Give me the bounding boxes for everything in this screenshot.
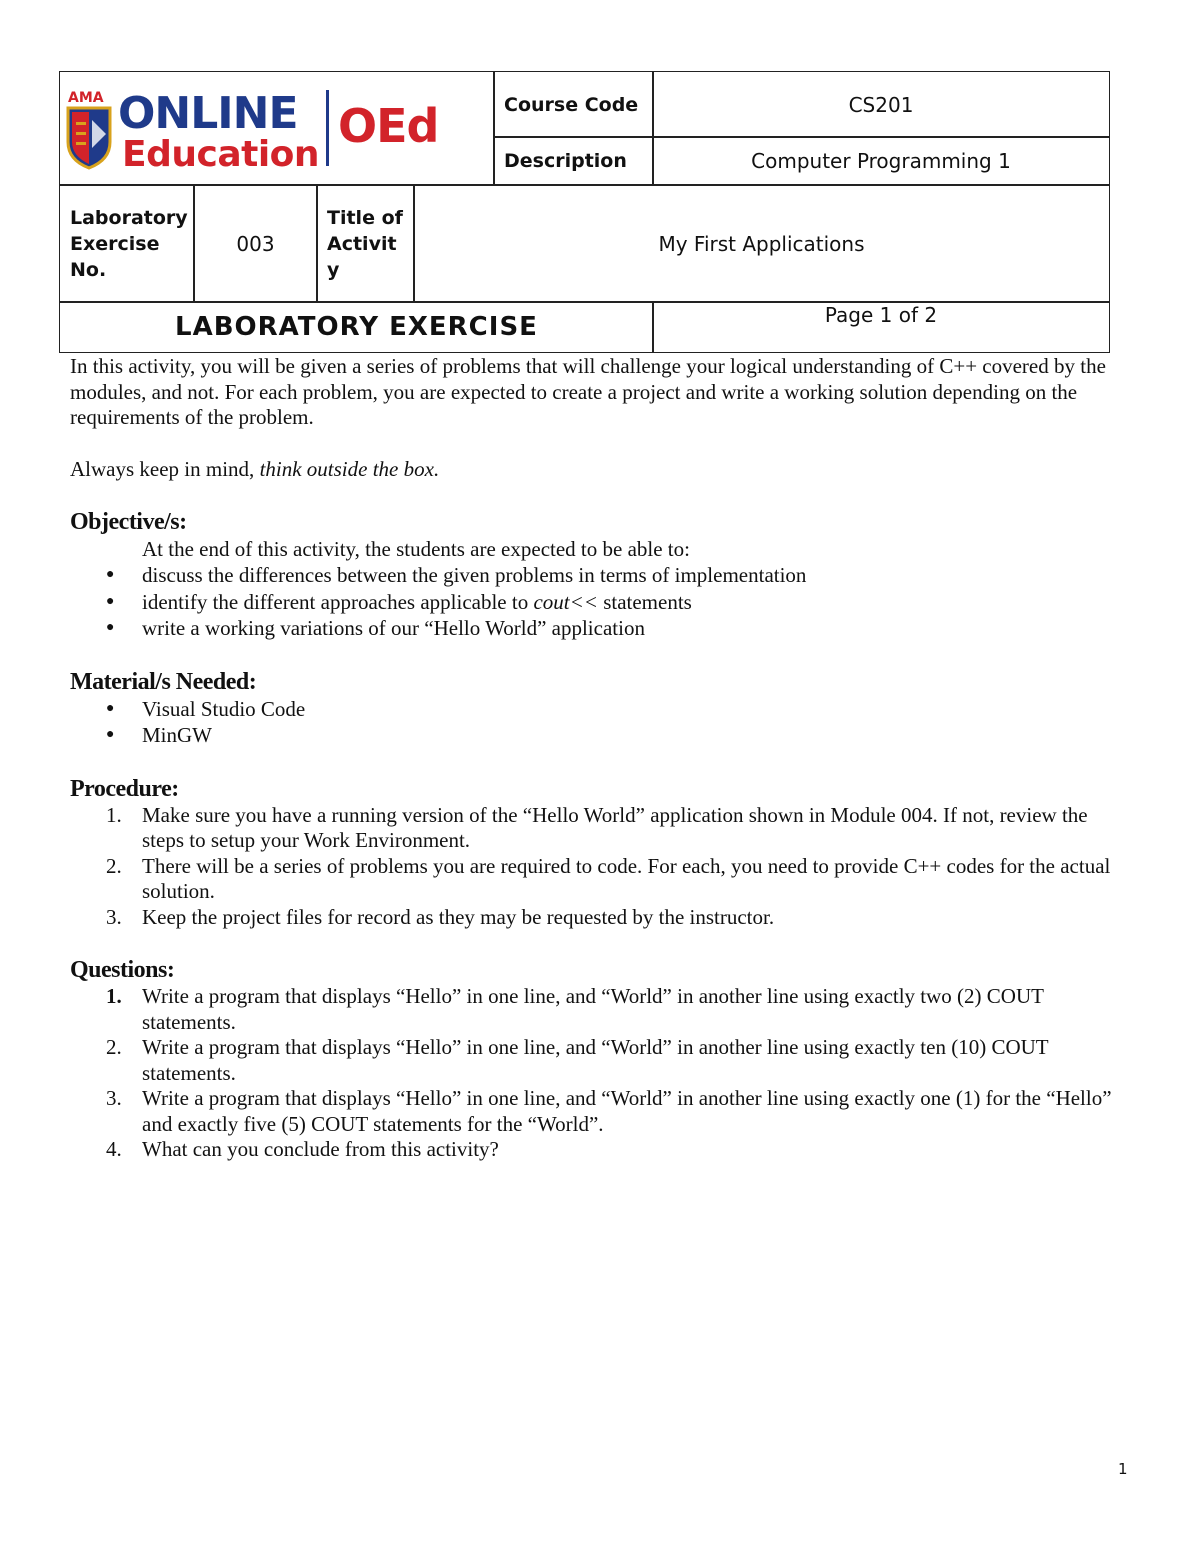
activity-title-label: Title of Activity — [316, 184, 415, 303]
list-item: ● discuss the differences between the given problems in terms of implementation — [70, 562, 1130, 589]
svg-text:AMA: AMA — [68, 90, 104, 106]
list-item: ● identify the different approaches applicable to cout<< statements — [70, 589, 1130, 616]
list-item: 2. Write a program that displays “Hello” in one line, and “World” in another line using exactly ten (10) COUT statements. — [106, 1035, 1049, 1085]
materials-heading: Material/s Needed: — [70, 668, 257, 695]
objectives-list — [70, 562, 1130, 642]
course-code-label: Course Code — [493, 71, 654, 138]
lab-number-label: Laboratory Exercise No. — [59, 184, 195, 303]
brand-oed: OEd — [338, 99, 439, 153]
brand-education: Education — [122, 134, 320, 175]
list-item: 1. Write a program that displays “Hello” in one line, and “World” in another line using exactly two (2) COUT statements. — [106, 984, 1044, 1034]
list-item: 3. Keep the project files for record as they may be requested by the instructor. — [106, 904, 775, 929]
page-number: 1 — [1118, 1460, 1128, 1478]
brand-online: ONLINE — [118, 88, 298, 139]
lab-exercise-banner: LABORATORY EXERCISE — [59, 301, 654, 353]
logo-cell — [59, 71, 495, 186]
intro-reminder: Always keep in mind, think outside the box. — [70, 456, 440, 481]
list-item: 3. Write a program that displays “Hello” in one line, and “World” in another line using exactly one (1) for the “Hello” and exactly five (5) COUT statements for the “World”. — [106, 1086, 1112, 1136]
list-item: 2. There will be a series of problems you are required to code. For each, you need to provide C++ codes for the actual solution. — [106, 853, 1111, 903]
objectives-intro: At the end of this activity, the students are expected to be able to: — [142, 537, 690, 561]
list-item: 1. Make sure you have a running version of the “Hello World” application shown in Module 004. If not, review the steps to setup your Work Environment. — [106, 802, 1088, 852]
course-code-value: CS201 — [652, 71, 1110, 138]
materials-list — [70, 696, 1130, 749]
procedure-heading: Procedure: — [70, 775, 179, 802]
objectives-heading: Objective/s: — [70, 509, 187, 535]
intro-paragraph: In this activity, you will be given a series of problems that will challenge your logical understanding of C++ covered by the modules, and not. For each problem, you are expected to create a project and write a working solution depending on the requirements of the problem. — [70, 354, 1106, 429]
list-item: 4. What can you conclude from this activity? — [106, 1137, 499, 1161]
description-label: Description — [493, 136, 654, 186]
list-item: ● write a working variations of our “Hello World” application — [70, 615, 1130, 642]
header-table — [59, 71, 1110, 353]
document-body — [70, 354, 1130, 1163]
page-info: Page 1 of 2 — [652, 301, 1110, 353]
online-education-logo — [60, 72, 495, 186]
questions-heading: Questions: — [70, 957, 175, 983]
activity-title-value: My First Applications — [413, 184, 1110, 303]
ama-seal-icon — [68, 90, 110, 168]
list-item: ● MinGW — [70, 722, 1130, 749]
description-value: Computer Programming 1 — [652, 136, 1110, 186]
procedure-list — [70, 803, 1130, 931]
lab-number-value: 003 — [193, 184, 318, 303]
questions-list — [70, 984, 1130, 1163]
list-item: ● Visual Studio Code — [70, 696, 1130, 723]
